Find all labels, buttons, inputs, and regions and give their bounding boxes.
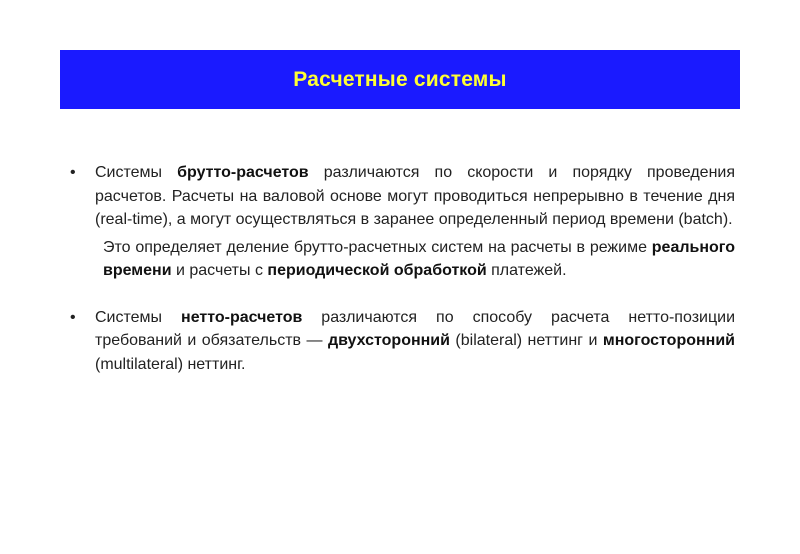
text-run: Системы xyxy=(95,164,178,181)
text-run: различаются по скорости и порядку проведения расчетов. Расчеты на валовой основе могут проводиться непрерывно в течение дня (real-time), а могут осуществляться в заранее определенный период времени (batch). xyxy=(95,164,736,228)
text-run-bold: многосторонний xyxy=(602,332,735,349)
text-run-bold: реального времени xyxy=(103,238,735,279)
text-run: и расчеты с xyxy=(171,262,268,279)
text-run: Это определяет деление брутто-расчетных систем на расчеты в режиме xyxy=(103,238,652,256)
text-run-bold: периодической обработкой xyxy=(267,262,487,279)
bullet-icon: • xyxy=(70,308,76,326)
bullet-item-gross xyxy=(70,161,735,232)
text-run-bold: нетто-расчетов xyxy=(181,308,303,326)
text-run-bold: брутто-расчетов xyxy=(177,164,309,181)
text-run: платежей. xyxy=(486,262,567,279)
spacer xyxy=(70,283,735,306)
text-run: (multilateral) неттинг. xyxy=(95,355,246,373)
continuation-paragraph xyxy=(70,236,735,283)
slide-title: Расчетные системы xyxy=(293,67,507,91)
text-run: Системы xyxy=(95,308,182,326)
bullet-item-net xyxy=(70,306,735,377)
title-banner xyxy=(60,50,740,109)
text-run-bold: двухсторонний xyxy=(327,332,450,349)
text-run: (bilateral) неттинг и xyxy=(449,332,603,349)
text-run: различаются по способу расчета нетто-позиции требований и обязательств — xyxy=(95,308,735,349)
slide-body xyxy=(70,161,735,376)
bullet-icon: • xyxy=(70,164,76,181)
bullet-text-net xyxy=(95,306,735,377)
bullet-text-gross xyxy=(95,161,735,232)
